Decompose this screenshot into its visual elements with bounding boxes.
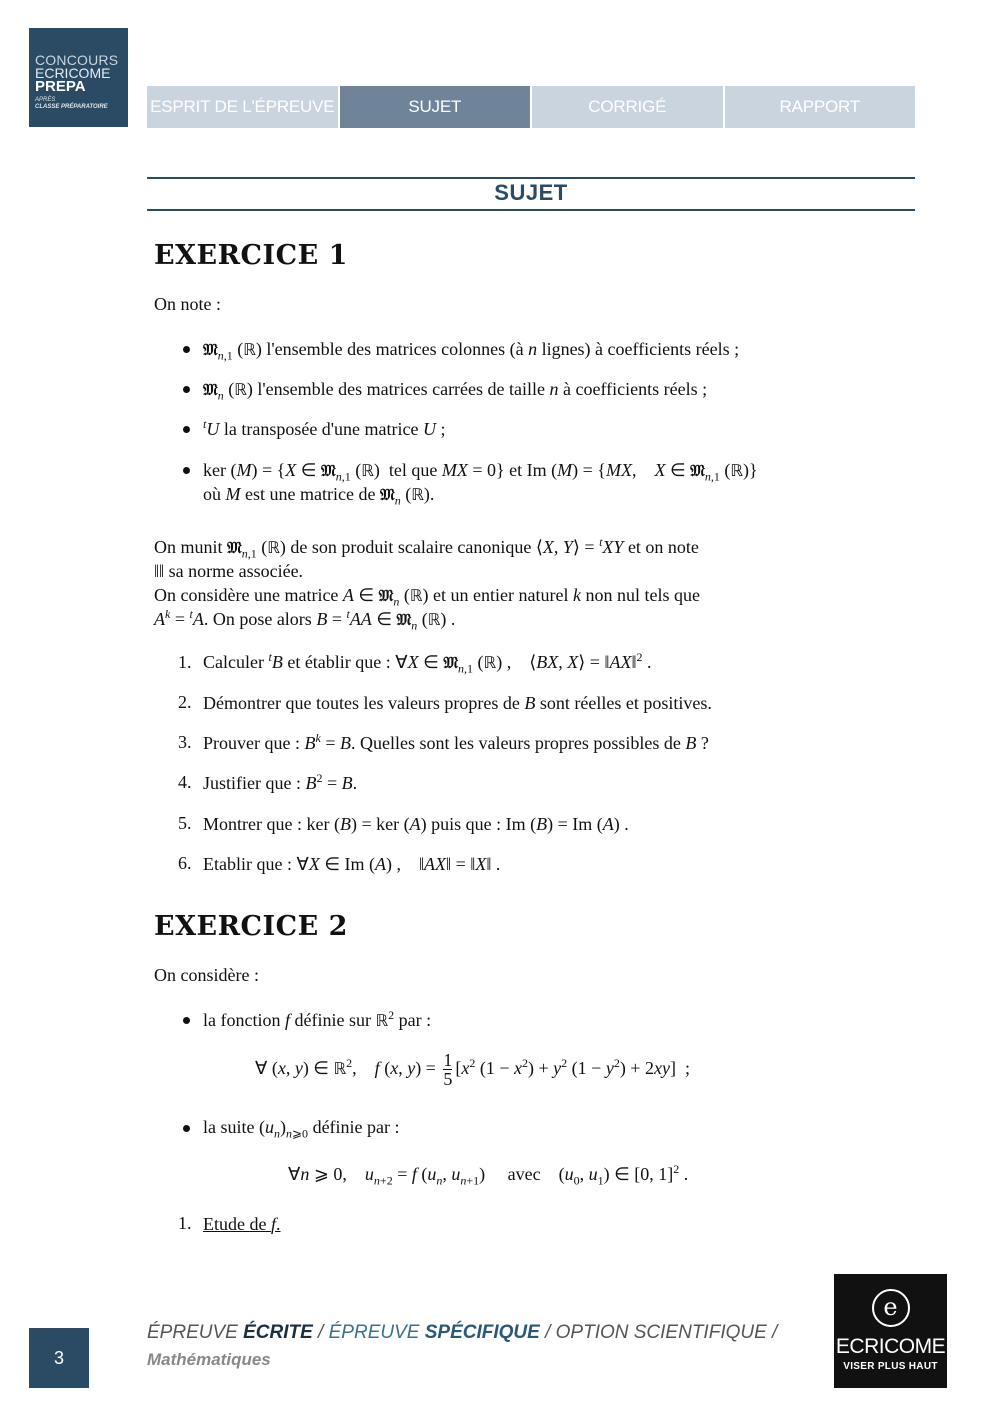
ex2-intro: On considère : xyxy=(154,965,259,985)
exercise-1-title: EXERCICE 1 xyxy=(154,240,348,271)
ex2-function-formula: ∀ (x, y) ∈ ℝ$^2$, f (x, y) = $\frac{1}{5}$ [$x^2$ $(1 - x^2) + y^2$ $(1 - y^2) + 2xy$] ; xyxy=(255,1050,690,1090)
logo-line-apres: APRÈS xyxy=(35,97,56,103)
logo-line-ecricome: ECRICOME xyxy=(35,65,111,81)
ex1-bullet-3: $^t$U la transposée d'une matrice U ; xyxy=(203,417,446,439)
question-number: 6. xyxy=(178,853,192,873)
logo-tagline: VISER PLUS HAUT xyxy=(843,1361,938,1372)
logo-name: ECRICOME xyxy=(835,1335,946,1358)
bullet-dot xyxy=(183,467,190,474)
ex1-bullet-2: 𝔐$_n$ (ℝ) l'ensemble des matrices carrées de taille n à coefficients réels ; xyxy=(203,379,708,403)
tab-corrige[interactable]: CORRIGÉ xyxy=(532,86,723,128)
ex1-bullet-4: ker (M) = {X ∈ 𝔐$_{n,1}$ (ℝ) tel que MX = 0} et Im (M) = {MX, X ∈ 𝔐$_{n,1}$ (ℝ)} xyxy=(203,460,758,484)
page-number: 3 xyxy=(29,1328,89,1388)
ex1-question-6: Etablir que : ∀X ∈ Im (A) , ‖AX‖ = ‖X‖ . xyxy=(203,854,501,874)
ex2-bullet-2: la suite $(u_n)_{n⩾0}$ définie par : xyxy=(203,1117,400,1141)
ex1-para-4: $A^k = ^tA$. On pose alors B = $^t$AA ∈ 𝔐$_n$ (ℝ) . xyxy=(154,607,456,633)
logo-line-concours: CONCOURS xyxy=(35,52,119,68)
ex1-question-2: Démontrer que toutes les valeurs propres de B sont réelles et positives. xyxy=(203,693,712,713)
question-number: 1. xyxy=(178,1213,192,1233)
question-number: 5. xyxy=(178,813,192,833)
question-number: 4. xyxy=(178,772,192,792)
section-title: SUJET xyxy=(494,180,568,205)
ex1-para-1: On munit 𝔐$_{n,1}$ (ℝ) de son produit scalaire canonique ⟨X, Y⟩ = $^t$XY et on note xyxy=(154,535,699,561)
bullet-dot xyxy=(183,346,190,353)
logo-line-prepa: PREPA xyxy=(35,78,86,95)
ex2-sequence-formula: ∀n ⩾ 0, $u_{n+2} = f$ ($u_n$, $u_{n+1}$) avec ($u_0$, $u_1$) ∈ [0, 1]$^2$ . xyxy=(288,1162,689,1188)
question-number: 1. xyxy=(178,652,192,672)
ex2-question-1: Etude de f. xyxy=(203,1214,281,1234)
ecricome-prepa-logo xyxy=(29,28,128,127)
question-number: 2. xyxy=(178,692,192,712)
ex1-intro: On note : xyxy=(154,294,221,314)
bullet-dot xyxy=(183,386,190,393)
ex1-para-3: On considère une matrice A ∈ 𝔐$_n$ (ℝ) et un entier naturel k non nul tels que xyxy=(154,585,700,609)
bullet-dot xyxy=(183,426,190,433)
ecricome-logo xyxy=(834,1274,947,1388)
tab-esprit[interactable]: ESPRIT DE L'ÉPREUVE xyxy=(147,86,338,128)
question-number: 3. xyxy=(178,732,192,752)
tab-sujet[interactable]: SUJET xyxy=(340,86,531,128)
exercise-2-title: EXERCICE 2 xyxy=(154,911,348,942)
logo-line-classe: CLASSE PRÉPARATOIRE xyxy=(35,104,108,110)
ex1-bullet-1: 𝔐$_{n,1}$ (ℝ) l'ensemble des matrices colonnes (à n lignes) à coefficients réels ; xyxy=(203,339,740,363)
footer-exam-info: ÉPREUVE ÉCRITE / ÉPREUVE SPÉCIFIQUE / OPTION SCIENTIFIQUE / xyxy=(147,1322,778,1343)
section-rule-bottom xyxy=(147,209,915,211)
bullet-dot xyxy=(183,1125,190,1132)
ex1-question-4: Justifier que : $B^2 = B$. xyxy=(203,771,358,793)
ex1-question-1: Calculer $^t$B et établir que : ∀X ∈ 𝔐$_{n,1}$ (ℝ) , ⟨BX, X⟩ = ‖AX‖$^2$ . xyxy=(203,650,652,676)
ex1-question-5: Montrer que : ker (B) = ker (A) puis que : Im (B) = Im (A) . xyxy=(203,814,629,834)
tab-rapport[interactable]: RAPPORT xyxy=(725,86,916,128)
ex2-bullet-1: la fonction f définie sur ℝ$^2$ par : xyxy=(203,1008,432,1030)
ex1-para-2: ‖‖ sa norme associée. xyxy=(154,561,304,581)
section-rule-top xyxy=(147,177,915,179)
section-tabs xyxy=(147,86,915,128)
footer-subject: Mathématiques xyxy=(147,1350,271,1369)
bullet-dot xyxy=(183,1017,190,1024)
ex1-bullet-4-line2: où M est une matrice de 𝔐$_n$ (ℝ). xyxy=(203,484,435,508)
ex1-question-3: Prouver que : $B^k = B$. Quelles sont les valeurs propres possibles de B ? xyxy=(203,731,709,753)
ecricome-e-icon: e xyxy=(872,1289,910,1327)
